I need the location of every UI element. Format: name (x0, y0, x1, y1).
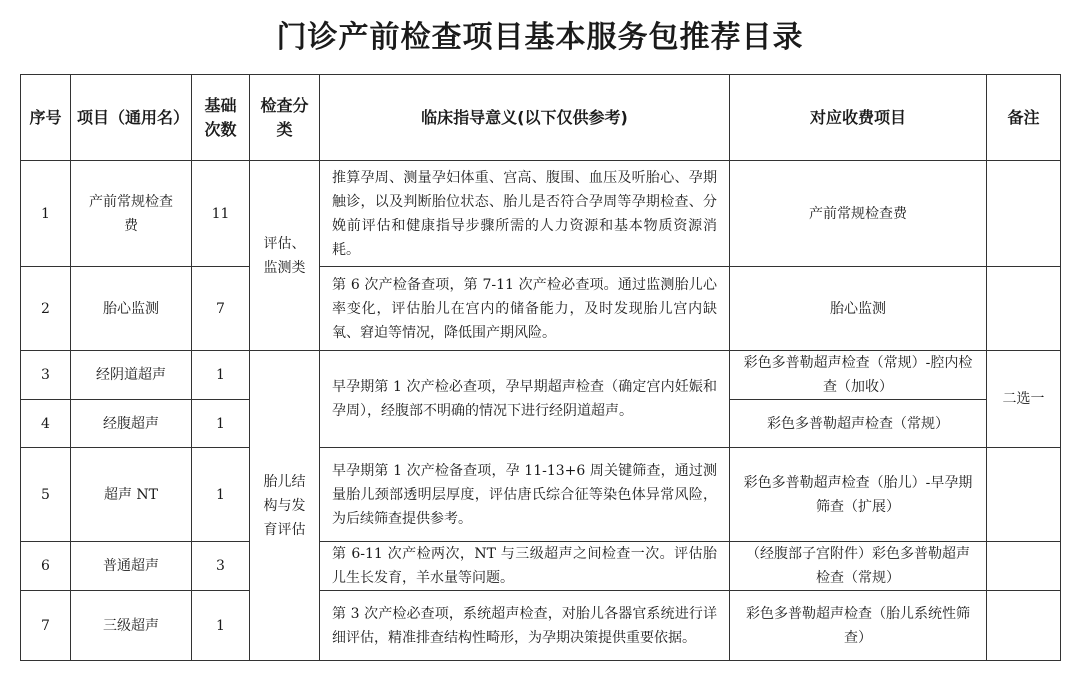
row-item: 胎心监测 (71, 267, 192, 351)
row-item: 三级超声 (71, 591, 192, 661)
row-no: 2 (21, 267, 71, 351)
row-count: 1 (192, 591, 250, 661)
header-category: 检查分类 (250, 75, 320, 161)
header-fee: 对应收费项目 (730, 75, 987, 161)
row-significance: 推算孕周、测量孕妇体重、宫高、腹围、血压及听胎心、孕期触诊，以及判断胎位状态、胎儿是否符合孕周等孕期检查、分娩前评估和健康指导步骤所需的人力资源和基本物质资源消耗。 (320, 161, 730, 267)
row-fee: 胎心监测 (730, 267, 987, 351)
row-significance: 第 6 次产检备查项，第 7-11 次产检必查项。通过监测胎儿心率变化，评估胎儿在宫内的储备能力，及时发现胎儿宫内缺氧、窘迫等情况，降低围产期风险。 (320, 267, 730, 351)
document-title: 门诊产前检查项目基本服务包推荐目录 (276, 20, 804, 55)
row-count: 3 (192, 542, 250, 591)
row-fee: 产前常规检查费 (730, 161, 987, 267)
row-no: 1 (21, 161, 71, 267)
table-row (21, 591, 1061, 661)
row-significance: 早孕期第 1 次产检备查项，孕 11-13+6 周关键筛查，通过测量胎儿颈部透明层厚度，评估唐氏综合征等染色体异常风险，为后续筛查提供参考。 (320, 448, 730, 542)
row-no: 6 (21, 542, 71, 591)
row-significance: 第 3 次产检必查项，系统超声检查，对胎儿各器官系统进行详细评估，精准排查结构性畸形，为孕期决策提供重要依据。 (320, 591, 730, 661)
row-note (987, 591, 1061, 661)
row-note (987, 161, 1061, 267)
table-header-row (21, 75, 1061, 161)
category-cell: 评估、监测类 (250, 161, 320, 351)
row-fee: 彩色多普勒超声检查（常规） (730, 400, 987, 448)
row-count: 1 (192, 448, 250, 542)
row-item: 超声 NT (71, 448, 192, 542)
row-item: 经阴道超声 (71, 351, 192, 400)
category-cell: 胎儿结构与发育评估 (250, 351, 320, 661)
row-note: 二选一 (987, 351, 1061, 448)
row-no: 7 (21, 591, 71, 661)
row-no: 3 (21, 351, 71, 400)
service-package-table (20, 74, 1061, 661)
row-item: 经腹超声 (71, 400, 192, 448)
header-significance: 临床指导意义(以下仅供参考) (320, 75, 730, 161)
row-count: 1 (192, 351, 250, 400)
header-no: 序号 (21, 75, 71, 161)
table-row (21, 267, 1061, 351)
row-no: 4 (21, 400, 71, 448)
row-note (987, 542, 1061, 591)
row-note (987, 267, 1061, 351)
table-row (21, 448, 1061, 542)
header-note: 备注 (987, 75, 1061, 161)
row-count: 11 (192, 161, 250, 267)
table-row (21, 351, 1061, 400)
row-fee: 彩色多普勒超声检查（常规）-腔内检查（加收） (730, 351, 987, 400)
row-count: 1 (192, 400, 250, 448)
row-significance: 第 6-11 次产检两次，NT 与三级超声之间检查一次。评估胎儿生长发育，羊水量等问题。 (320, 542, 730, 591)
row-fee: 彩色多普勒超声检查（胎儿系统性筛查） (730, 591, 987, 661)
row-count: 7 (192, 267, 250, 351)
header-item: 项目（通用名） (71, 75, 192, 161)
row-note (987, 448, 1061, 542)
row-fee: （经腹部子宫附件）彩色多普勒超声检查（常规） (730, 542, 987, 591)
table-row (21, 542, 1061, 591)
table-row (21, 161, 1061, 267)
header-count: 基础次数 (192, 75, 250, 161)
row-item: 普通超声 (71, 542, 192, 591)
row-item: 产前常规检查费 (71, 161, 192, 267)
row-fee: 彩色多普勒超声检查（胎儿）-早孕期筛查（扩展） (730, 448, 987, 542)
row-significance: 早孕期第 1 次产检必查项，孕早期超声检查（确定宫内妊娠和孕周），经腹部不明确的情况下进行经阴道超声。 (320, 351, 730, 448)
row-no: 5 (21, 448, 71, 542)
